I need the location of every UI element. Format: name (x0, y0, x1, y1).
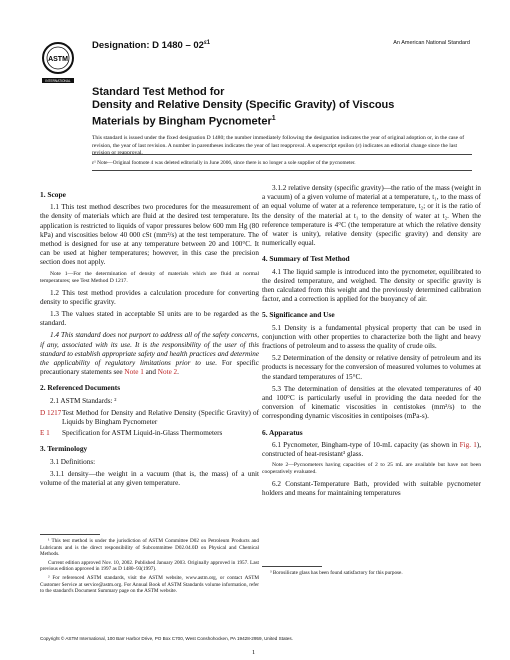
reference-link[interactable]: E 1 (40, 429, 50, 438)
paragraph: 1.3 The values stated in acceptable SI units are to be regarded as the standard. (40, 310, 259, 328)
section-heading: 4. Summary of Test Method (262, 254, 350, 264)
page-number: 1 (252, 649, 256, 656)
reference-item: E 1 Specification for ASTM Liquid-in-Glass Thermometers (40, 429, 223, 438)
paragraph: 1.2 This test method provides a calculation procedure for converting density to specific gravity. (40, 288, 259, 306)
reference-link[interactable]: D 1217 (40, 408, 62, 417)
footnotes-left (40, 538, 259, 597)
reference-item: D 1217 Test Method for Density and Relative Density (Specific Gravity) of Liquids by Bingham Pycnometer (40, 408, 259, 427)
divider (92, 170, 472, 171)
note: Note 2—Pycnometers having capacities of 2 to 25 mL are available but have not been cooperatively evaluated. (262, 462, 481, 476)
footnote: ¹ This test method is under the jurisdiction of ASTM Committee D02 on Petroleum Products and Lubricants and is the direct responsibility of Subcommittee D02.04.0D on Physical and Chemical Methods. (40, 538, 259, 558)
note-link[interactable]: Note 1 (124, 368, 144, 377)
paragraph: 3.1 Definitions: (50, 457, 96, 466)
footnote: ² For referenced ASTM standards, visit the ASTM website, www.astm.org, or contact ASTM Customer Service at service@astm.org. For Annual Book of ASTM Standards volume information, refer to the standard's Document Summary page on the ASTM website. (40, 574, 259, 595)
paragraph: 2.1 ASTM Standards: ² (50, 396, 117, 405)
section-heading: 6. Apparatus (262, 427, 303, 437)
section-heading: 2. Referenced Documents (40, 383, 121, 393)
section-heading: 3. Terminology (40, 444, 88, 454)
standard-notice: This standard is issued under the fixed designation D 1480; the number immediately following the designation indicates the year of original adoption or, in the case of revision, the year of last revision. A number in parentheses indicates the year of last reapproval. A superscript epsilon (ε) indicates an editorial change since the last revision or reapproval. (92, 135, 465, 156)
left-column (40, 184, 259, 491)
divider (92, 154, 472, 155)
org-line: An American National Standard (393, 40, 470, 46)
footnote: Current edition approved Nov. 10, 2002. Published January 2003. Originally approved in 1957. Last previous edition approved in 1997 as D 1480–93(1997). (40, 559, 259, 573)
footnote-rule (262, 566, 322, 567)
paragraph: 3.1.1 density—the weight in a vacuum (that is, the mass) of a unit volume of the material at any given temperature. (40, 469, 259, 488)
section-heading: 1. Scope (40, 190, 66, 199)
paragraph: 4.1 The liquid sample is introduced into the pycnometer, equilibrated to the desired temperature, and weighed. The density or specific gravity is then calculated from this weight and the previously determined calibration factor, and a correction is applied for the buoyancy of air. (262, 267, 481, 304)
note: Note 1—For the determination of density of materials which are fluid at normal temperatures; see Test Method D 1217. (40, 270, 259, 284)
paragraph: 5.2 Determination of the density or relative density of petroleum and its products is necessary for the conversion of measured volumes to volumes at the standard temperatures of 15°C. (262, 354, 481, 381)
footnote-rule (40, 534, 100, 535)
section-heading: 5. Significance and Use (262, 310, 335, 320)
note-link[interactable]: Note 2 (157, 368, 178, 377)
footnote: ³ Borosilicate glass has been found satisfactory for this purpose. (270, 570, 403, 576)
document-title: Standard Test Method for Density and Relative Density (Specific Gravity) of Viscous Materials by Bingham Pycnometer$^1$ (92, 86, 395, 128)
paragraph: 3.1.2 relative density (specific gravity)—the ratio of the mass (weight in a vacuum) of a given volume of material at a temperature, t₁, to the mass of an equal volume of water at a reference temperature, t₂; or it is the ratio of the density of the material at t₁ to the density of water at t₂. When the reference temperature is 4°C (the temperature at which the relative density of water is unity), relative density (specific gravity) and density are numerically equal. (262, 184, 481, 248)
epsilon-note: ε¹ Note—Original footnote 4 was deleted editorially in June 2006, since there is no longer a sole supplier of the pycnometer. (92, 160, 356, 166)
paragraph: 1.4 This standard does not purport to address all of the safety concerns, if any, associated with its use. It is the responsibility of the user of this standard to establish appropriate safety and health practices and determine the applicability of regulatory limitations prior to use. For specific precautionary statements see Note 1 and Note 2. (40, 331, 259, 377)
svg-text:INTERNATIONAL: INTERNATIONAL (45, 79, 71, 83)
footnotes-right (262, 570, 481, 579)
paragraph: 6.2 Constant-Temperature Bath, provided with suitable pycnometer holders and means for maintaining temperatures (262, 480, 481, 498)
designation: Designation: D $1480 - 02^{\varepsilon 1}$ (92, 40, 211, 52)
right-column (262, 184, 481, 502)
paragraph: 1.1 This test method describes two procedures for the measurement of the density of materials which are fluid at the desired test temperature. Its application is restricted to liquids of vapor pressures below 600 mm Hg (80 kPa) and viscosities below 40 000 cSt (mm²/s) at the test temperature. The method is designed for use at any temperature between 20 and 100°C. It can be used at higher temperatures; however, in this case the precision section does not apply. (40, 203, 259, 267)
astm-logo (40, 40, 76, 90)
paragraph: 5.3 The determination of densities at the elevated temperatures of 40 and 100°C is particularly useful in providing the data needed for the conversion of kinematic viscosities in centistokes (mm²/s) to the corresponding dynamic viscosities in centipoises (mPa-s). (262, 384, 481, 421)
paragraph: 5.1 Density is a fundamental physical property that can be used in conjunction with other properties to characterize both the light and heavy fractions of petroleum and to assess the quality of crude oils. (262, 323, 481, 351)
paragraph: 6.1 Pycnometer, Bingham-type of 10-mL capacity (as shown in Fig. 1), constructed of heat-resistant³ glass. (262, 440, 481, 459)
figure-link[interactable]: Fig. 1 (459, 440, 477, 449)
svg-text:ASTM: ASTM (48, 56, 68, 63)
copyright: Copyright © ASTM International, 100 Barr Harbor Drive, PO Box C700, West Conshohocken, PA 19428-2959, United States. (40, 636, 293, 641)
